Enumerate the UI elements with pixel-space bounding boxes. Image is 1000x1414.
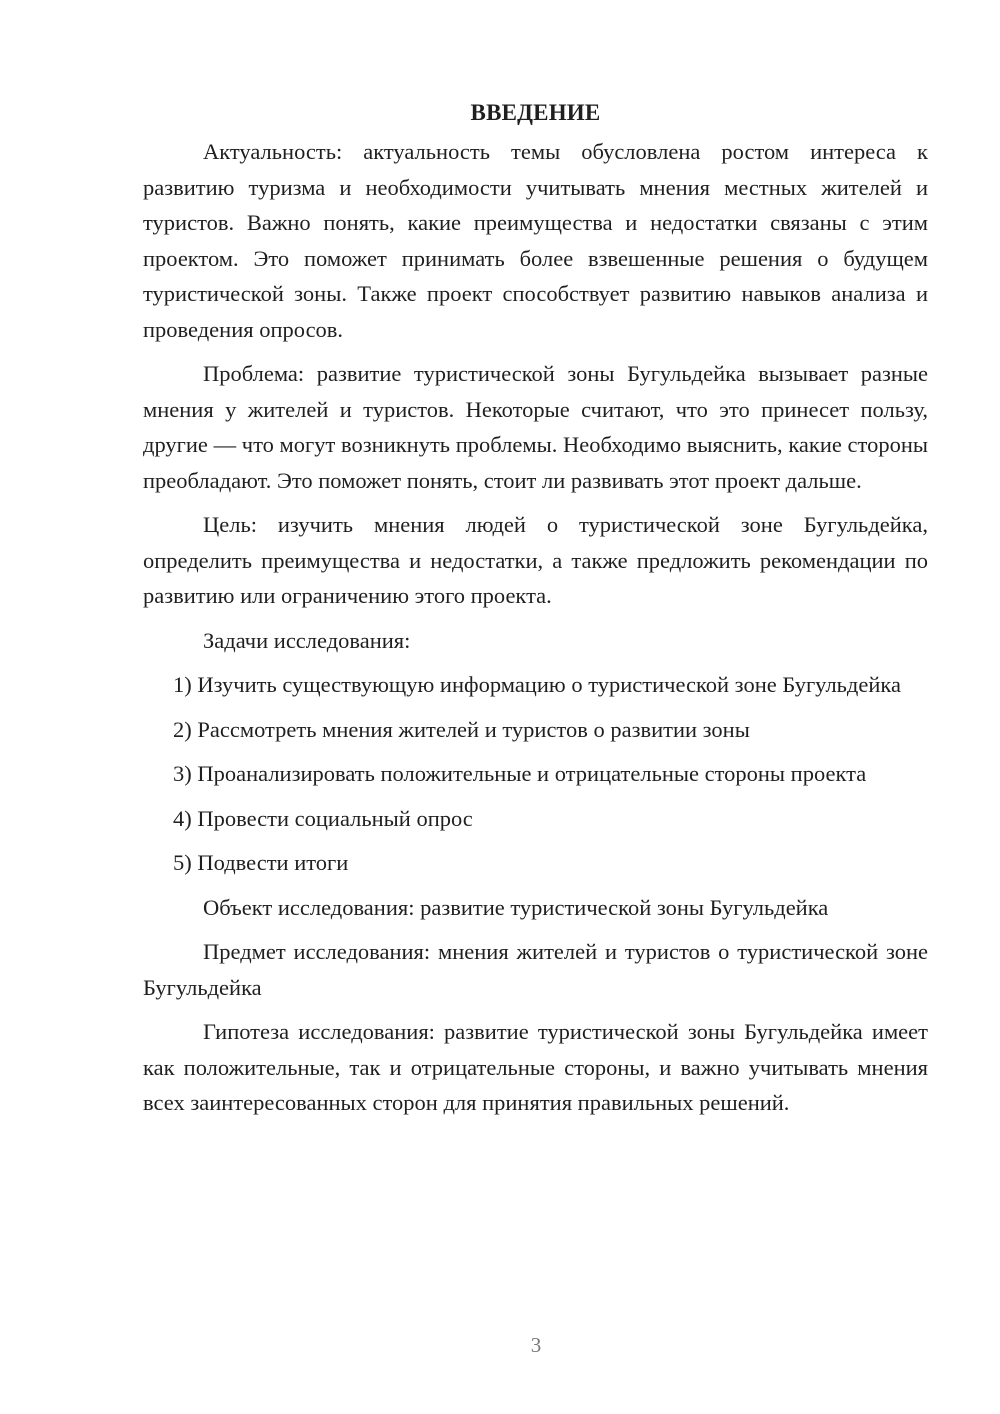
paragraph-hypothesis: Гипотеза исследования: развитие туристической зоны Бугульдейка имеет как положительные, так и отрицательные стороны, и важно учитывать мнения всех заинтересованных сторон для принятия правильных решений. <box>143 1019 928 1115</box>
page-title: ВВЕДЕНИЕ <box>470 100 601 125</box>
paragraph-goal: Цель: изучить мнения людей о туристической зоне Бугульдейка, определить преимущества и недостатки, а также предложить рекомендации по развитию или ограничению этого проекта. <box>143 512 928 608</box>
paragraph-object: Объект исследования: развитие туристической зоны Бугульдейка <box>203 894 829 920</box>
tasks-heading: Задачи исследования: <box>203 627 411 653</box>
task-item-4: 4) Провести социальный опрос <box>173 805 473 831</box>
task-item-3: 3) Проанализировать положительные и отрицательные стороны проекта <box>173 761 867 786</box>
document-content <box>143 98 928 1130</box>
paragraph-subject: Предмет исследования: мнения жителей и туристов о туристической зоне Бугульдейка <box>143 939 928 1000</box>
task-item-2: 2) Рассмотреть мнения жителей и туристов о развитии зоны <box>173 716 750 742</box>
task-item-5: 5) Подвести итоги <box>173 850 349 875</box>
task-item-1: 1) Изучить существующую информацию о туристической зоне Бугульдейка <box>173 672 901 697</box>
paragraph-relevance: Актуальность: актуальность темы обусловлена ростом интереса к развитию туризма и необходимости учитывать мнения местных жителей и туристов. Важно понять, какие преимущества и недостатки связаны с этим проектом. Это поможет принимать более взвешенные решения о будущем туристической зоны. Также проект способствует развитию навыков анализа и проведения опросов. <box>143 139 928 342</box>
page-number: 3 <box>530 1333 542 1357</box>
paragraph-problem: Проблема: развитие туристической зоны Бугульдейка вызывает разные мнения у жителей и туристов. Некоторые считают, что это принесет пользу, другие — что могут возникнуть проблемы. Необходимо выяснить, какие стороны преобладают. Это поможет понять, стоит ли развивать этот проект дальше. <box>143 361 928 493</box>
